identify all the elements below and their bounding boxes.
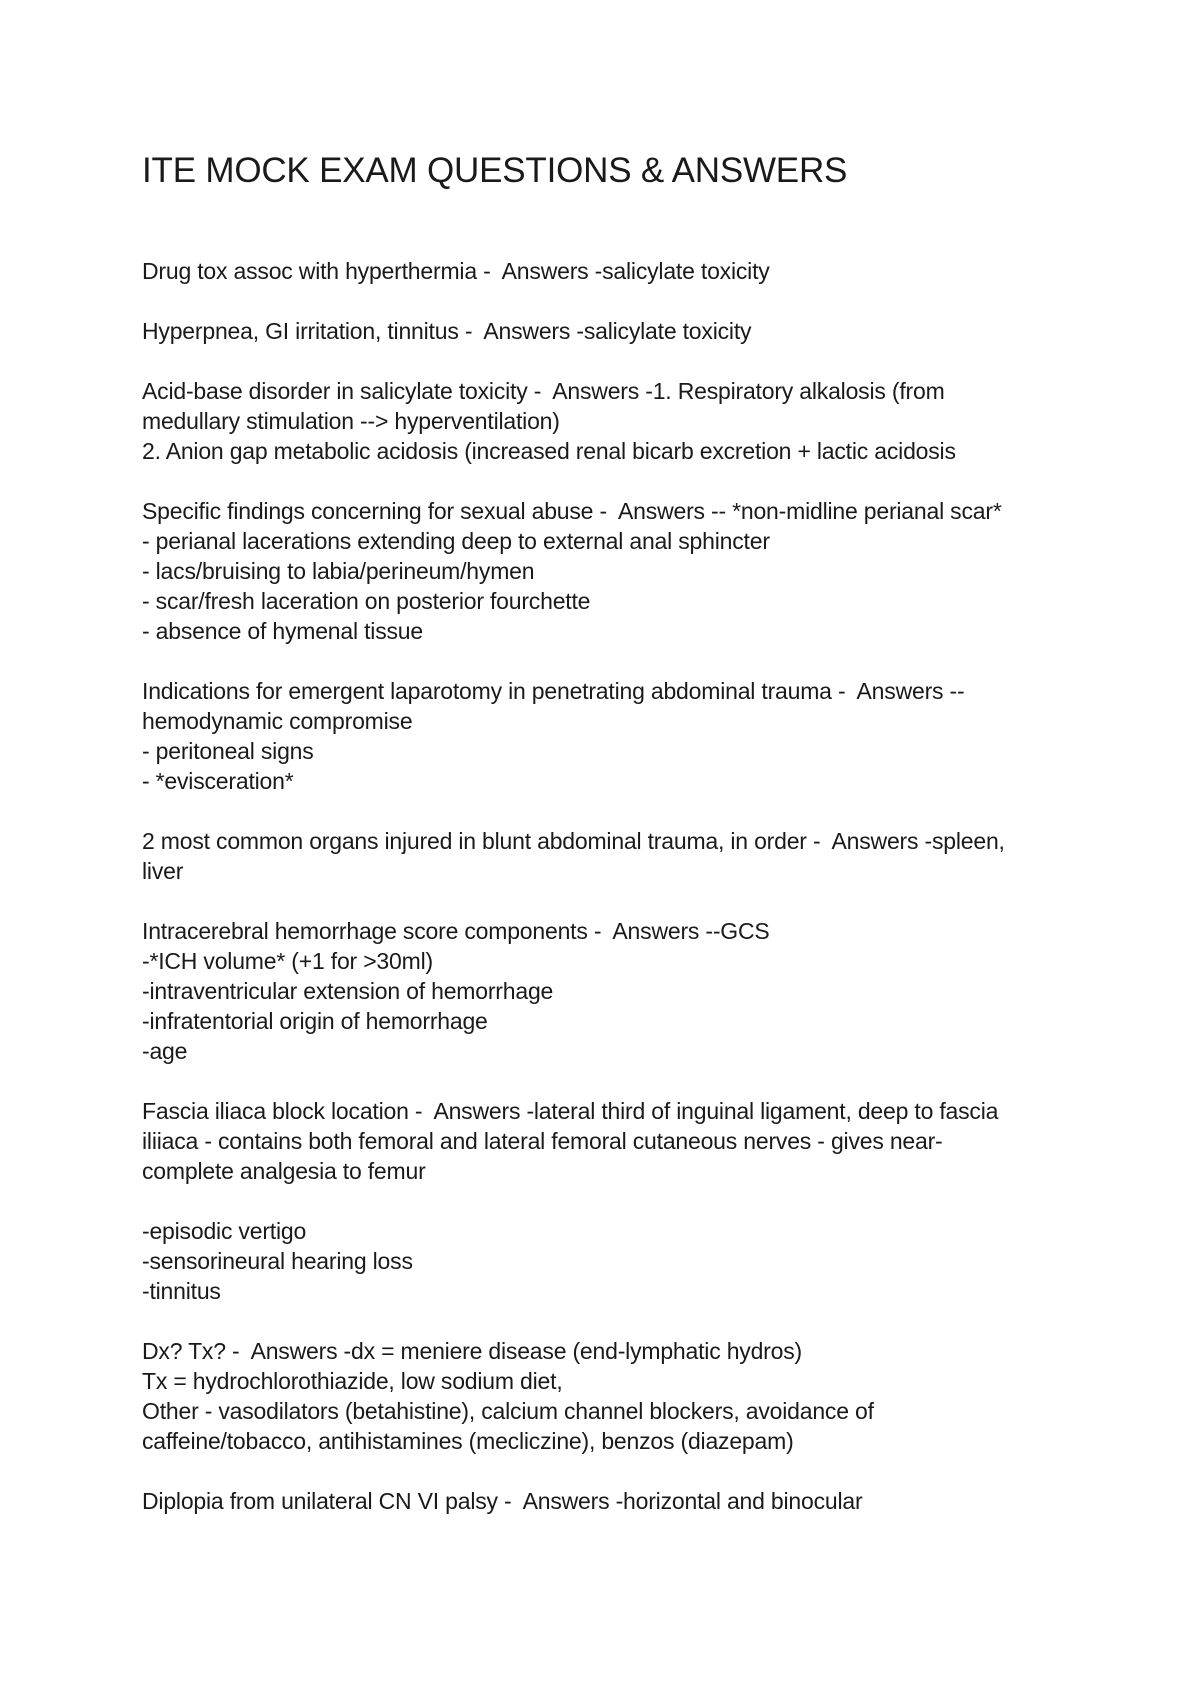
- qa-item-vertigo-symptoms: -episodic vertigo -sensorineural hearing loss -tinnitus: [142, 1218, 413, 1304]
- qa-item-ich-score: Intracerebral hemorrhage score components - Answers --GCS -*ICH volume* (+1 for >30ml) -intraventricular extension of hemorrhage -infratentorial origin of hemorrhage -age: [142, 918, 770, 1064]
- qa-item-meniere-dx-tx: Dx? Tx? - Answers -dx = meniere disease (end-lymphatic hydros) Tx = hydrochlorothiazide, low sodium diet, Other - vasodilators (betahistine), calcium channel blockers, avoidance of caffeine/tobacco, antihistamines (mecliczine), benzos (diazepam): [142, 1338, 874, 1454]
- qa-list: [142, 256, 1100, 1516]
- qa-item-cn-vi-palsy: Diplopia from unilateral CN VI palsy - Answers -horizontal and binocular: [142, 1488, 863, 1514]
- qa-item-emergent-laparotomy: Indications for emergent laparotomy in penetrating abdominal trauma - Answers -- hemodynamic compromise - peritoneal signs - *evisceration*: [142, 678, 965, 794]
- qa-item-sexual-abuse-findings: Specific findings concerning for sexual abuse - Answers -- *non-midline perianal scar* - perianal lacerations extending deep to external anal sphincter - lacs/bruising to labia/perineum/hymen - scar/fresh laceration on posterior fourchette - absence of hymenal tissue: [142, 498, 1002, 644]
- qa-item-drug-tox-hyperthermia: Drug tox assoc with hyperthermia - Answers -salicylate toxicity: [142, 258, 770, 284]
- qa-item-hyperpnea: Hyperpnea, GI irritation, tinnitus - Answers -salicylate toxicity: [142, 318, 752, 344]
- qa-item-fascia-iliaca-block: Fascia iliaca block location - Answers -lateral third of inguinal ligament, deep to fascia iliiaca - contains both femoral and lateral femoral cutaneous nerves - gives near- complete analgesia to femur: [142, 1098, 999, 1184]
- qa-item-blunt-abdominal-trauma: 2 most common organs injured in blunt abdominal trauma, in order - Answers -spleen, liver: [142, 828, 1005, 884]
- qa-item-acid-base-salicylate: Acid-base disorder in salicylate toxicity - Answers -1. Respiratory alkalosis (from medullary stimulation --> hyperventilation) 2. Anion gap metabolic acidosis (increased renal bicarb excretion + lactic acidosis: [142, 378, 956, 464]
- document-title: ITE MOCK EXAM QUESTIONS & ANSWERS: [142, 151, 848, 190]
